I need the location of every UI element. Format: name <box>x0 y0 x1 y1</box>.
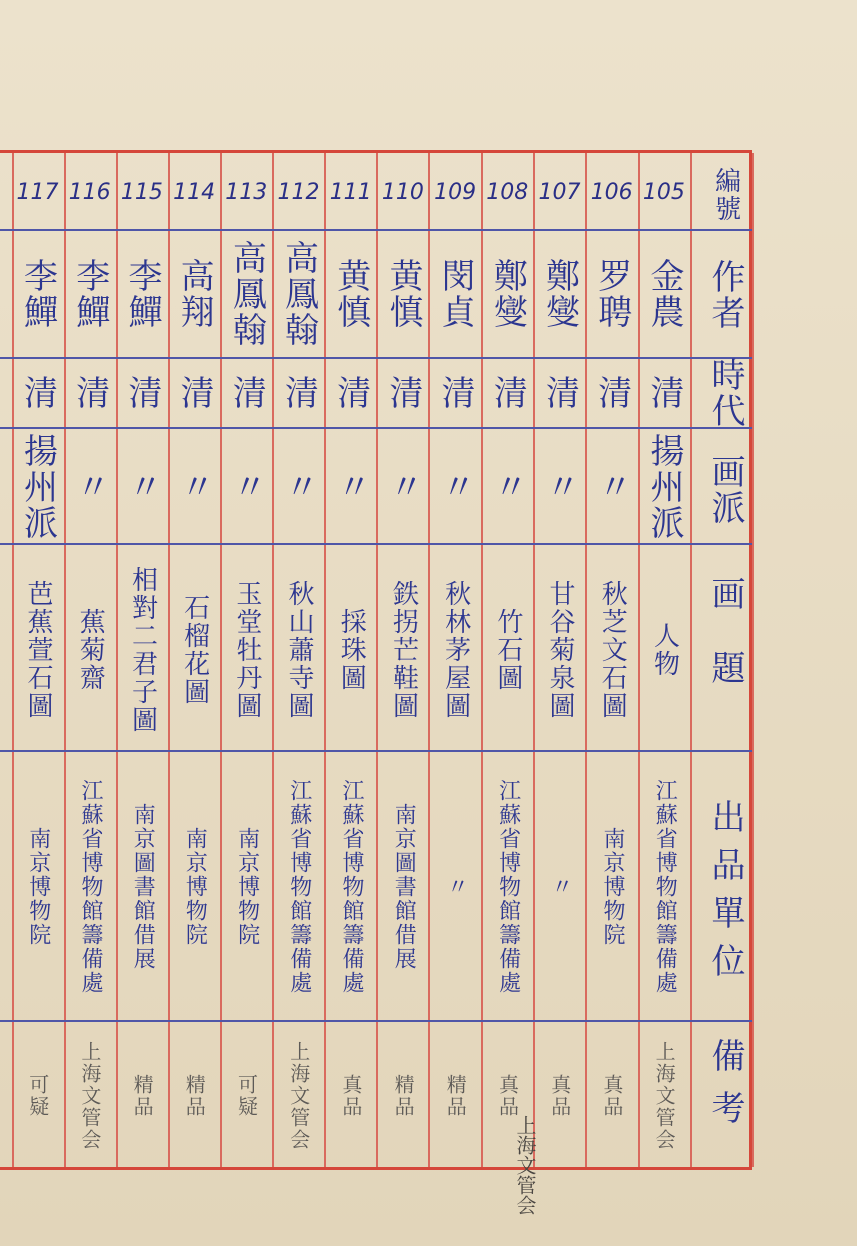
cell-school: 〃 <box>174 469 215 505</box>
cell-remark: 可疑 <box>25 1074 50 1118</box>
cell-num: 115 <box>120 179 163 205</box>
cell-title: 甘谷菊泉圖 <box>545 580 576 720</box>
cell-remark: 精品 <box>391 1074 416 1118</box>
cell-school: 〃 <box>278 469 319 505</box>
cell-num: 112 <box>277 179 320 205</box>
cell-num: 108 <box>486 179 529 205</box>
cell-author: 金農 <box>643 258 684 330</box>
cell-school: 〃 <box>330 469 371 505</box>
cell-source: 江蘇省博物館籌備處 <box>78 779 103 995</box>
cell-remark: 精品 <box>443 1074 468 1118</box>
cell-source: 〃 <box>547 875 573 899</box>
overflow-remark: 上海文管会 <box>513 1115 537 1215</box>
cell-author: 李鱓 <box>17 258 58 330</box>
header-title: 画題 <box>705 576 746 724</box>
row-rule <box>0 427 752 429</box>
cell-remark: 真品 <box>599 1074 624 1118</box>
cell-remark: 真品 <box>338 1074 363 1118</box>
cell-title: 蕉菊齋 <box>75 608 106 692</box>
cell-title: 秋芝文石圖 <box>597 580 628 720</box>
cell-school: 〃 <box>487 469 528 505</box>
cell-remark: 可疑 <box>234 1074 259 1118</box>
cell-era: 清 <box>121 375 162 411</box>
header-era: 時代 <box>705 356 746 429</box>
row-rule <box>0 750 752 752</box>
cell-era: 清 <box>69 375 110 411</box>
cell-era: 清 <box>226 375 267 411</box>
cell-school: 〃 <box>382 469 423 505</box>
cell-title: 秋林茅屋圖 <box>440 580 471 720</box>
cell-author: 李鱓 <box>69 258 110 330</box>
cell-remark: 精品 <box>130 1074 155 1118</box>
cell-source: 南京圖書館借展 <box>391 803 417 971</box>
cell-source: 南京博物院 <box>234 827 260 947</box>
cell-era: 清 <box>174 375 215 411</box>
cell-num: 113 <box>225 179 268 205</box>
cell-era: 清 <box>539 375 580 411</box>
cell-remark: 真品 <box>547 1074 572 1118</box>
cell-title: 竹石圖 <box>492 608 523 692</box>
cell-era: 清 <box>382 375 423 411</box>
cell-num: 105 <box>642 179 685 205</box>
header-school: 画派 <box>705 454 746 526</box>
cell-author: 鄭燮 <box>539 258 580 330</box>
cell-source: 南京博物院 <box>182 827 208 947</box>
cell-remark: 上海文管会 <box>77 1041 102 1151</box>
cell-era: 清 <box>643 375 684 411</box>
cell-num: 106 <box>590 179 633 205</box>
header-remark: 備考 <box>705 1038 746 1142</box>
row-rule <box>0 229 752 231</box>
cell-author: 高鳳翰 <box>278 240 319 348</box>
cell-num: 107 <box>538 179 581 205</box>
cell-author: 鄭燮 <box>487 258 528 330</box>
row-rule <box>0 543 752 545</box>
cell-num: 109 <box>434 179 477 205</box>
cell-num: 110 <box>381 179 424 205</box>
cell-source: 南京圖書館借展 <box>130 803 156 971</box>
cell-era: 清 <box>487 375 528 411</box>
cell-school: 〃 <box>435 469 476 505</box>
cell-source: 南京博物院 <box>600 827 625 947</box>
cell-school: 〃 <box>226 469 267 505</box>
cell-remark: 上海文管会 <box>286 1041 311 1151</box>
cell-source: 江蘇省博物館籌備處 <box>339 779 364 995</box>
cell-source: 〃 <box>443 875 469 899</box>
cell-remark: 精品 <box>182 1074 207 1118</box>
row-rule <box>0 357 752 359</box>
cell-source: 江蘇省博物館籌備處 <box>286 779 312 995</box>
cell-remark: 真品 <box>495 1074 520 1118</box>
cell-title: 鉄拐芒鞋圖 <box>388 580 419 720</box>
cell-era: 清 <box>591 375 632 411</box>
cell-author: 黄慎 <box>382 258 423 330</box>
cell-title: 石榴花圖 <box>179 594 210 706</box>
header-author: 作者 <box>705 259 746 331</box>
header-source: 出品單位 <box>705 799 746 991</box>
cell-title: 玉堂牡丹圖 <box>231 580 262 720</box>
cell-source: 江蘇省博物館籌備處 <box>652 779 678 995</box>
cell-era: 清 <box>17 375 58 411</box>
cell-title: 人物 <box>649 622 680 678</box>
column-rule <box>752 153 754 1167</box>
cell-school: 〃 <box>539 469 580 505</box>
cell-remark: 上海文管会 <box>652 1041 677 1151</box>
cell-num: 111 <box>329 179 372 205</box>
cell-school: 〃 <box>121 469 162 505</box>
column-rule <box>690 153 692 1167</box>
cell-source: 南京博物院 <box>25 827 51 947</box>
cell-author: 黄慎 <box>330 258 371 330</box>
cell-title: 芭蕉萱石圖 <box>23 580 54 720</box>
cell-num: 117 <box>16 179 59 205</box>
cell-school: 〃 <box>69 469 110 505</box>
cell-author: 李鱓 <box>121 258 162 330</box>
cell-title: 採珠圖 <box>336 608 367 692</box>
cell-era: 清 <box>435 375 476 411</box>
cell-author: 罗聘 <box>591 258 632 330</box>
cell-num: 116 <box>68 179 111 205</box>
cell-author: 閔貞 <box>435 258 476 330</box>
cell-school: 揚州派 <box>643 433 684 541</box>
cell-author: 高翔 <box>174 258 215 330</box>
cell-era: 清 <box>330 375 371 411</box>
cell-title: 相對二君子圖 <box>127 566 158 734</box>
cell-source: 江蘇省博物館籌備處 <box>495 779 521 995</box>
cell-num: 114 <box>173 179 216 205</box>
cell-school: 〃 <box>591 469 632 505</box>
header-num: 編號 <box>710 167 741 223</box>
cell-era: 清 <box>278 375 319 411</box>
row-rule <box>0 1020 752 1022</box>
cell-school: 揚州派 <box>17 433 58 541</box>
cell-title: 秋山蕭寺圖 <box>284 580 315 720</box>
cell-author: 高鳳翰 <box>226 240 267 348</box>
